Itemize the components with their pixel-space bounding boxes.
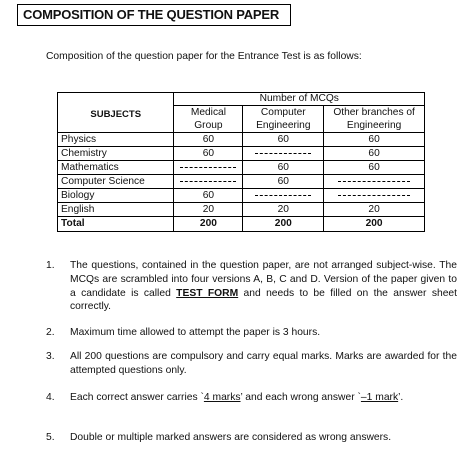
point-number: 5. — [46, 432, 55, 443]
medical-cell — [174, 161, 243, 175]
total-other: 200 — [324, 217, 425, 232]
point-number: 4. — [46, 392, 55, 403]
total-row — [58, 217, 425, 232]
table-row — [58, 203, 425, 217]
not-applicable-dash — [255, 195, 311, 196]
column-header-computer: Computer Engineering — [243, 106, 324, 133]
table-row — [58, 161, 425, 175]
point-number: 2. — [46, 327, 55, 338]
other-cell: 60 — [324, 147, 425, 161]
column-header-other: Other branches of Engineering — [324, 106, 425, 133]
not-applicable-dash — [338, 195, 410, 196]
other-cell — [324, 175, 425, 189]
intro-text: Composition of the question paper for the Entrance Test is as follows: — [46, 51, 362, 62]
subject-cell: English — [58, 203, 174, 217]
subject-cell: Chemistry — [58, 147, 174, 161]
computer-cell: 20 — [243, 203, 324, 217]
test-form-term: TEST FORM — [176, 287, 239, 299]
subject-cell: Physics — [58, 133, 174, 147]
not-applicable-dash — [180, 181, 236, 182]
computer-cell — [243, 189, 324, 203]
not-applicable-dash — [180, 167, 236, 168]
section-heading: COMPOSITION OF THE QUESTION PAPER — [17, 4, 291, 26]
not-applicable-dash — [255, 153, 311, 154]
computer-cell — [243, 147, 324, 161]
medical-cell — [174, 175, 243, 189]
computer-cell: 60 — [243, 161, 324, 175]
number-of-mcqs-header: Number of MCQs — [174, 93, 425, 106]
medical-cell: 60 — [174, 133, 243, 147]
point-text: All 200 questions are compulsory and carry equal marks. Marks are awarded for the attempted questions only. — [70, 351, 457, 376]
point-text: Double or multiple marked answers are considered as wrong answers. — [70, 432, 392, 443]
mcq-composition-table — [57, 92, 425, 232]
other-cell: 60 — [324, 133, 425, 147]
table-row — [58, 147, 425, 161]
table-row — [58, 175, 425, 189]
minus-one-mark-term: –1 mark — [360, 392, 399, 403]
four-marks-term: 4 marks — [203, 392, 241, 403]
other-cell: 20 — [324, 203, 425, 217]
point-number: 1. — [46, 260, 55, 271]
medical-cell: 60 — [174, 147, 243, 161]
subjects-header: SUBJECTS — [58, 93, 174, 133]
column-header-medical: Medical Group — [174, 106, 243, 133]
medical-cell: 20 — [174, 203, 243, 217]
subject-cell: Mathematics — [58, 161, 174, 175]
point-text: Maximum time allowed to attempt the paper is 3 hours. — [70, 327, 321, 338]
other-cell: 60 — [324, 161, 425, 175]
computer-cell: 60 — [243, 175, 324, 189]
table-row — [58, 189, 425, 203]
medical-cell: 60 — [174, 189, 243, 203]
total-medical: 200 — [174, 217, 243, 232]
total-computer: 200 — [243, 217, 324, 232]
table-body — [58, 133, 425, 217]
other-cell — [324, 189, 425, 203]
total-label: Total — [58, 217, 174, 232]
table-row — [58, 133, 425, 147]
subject-cell: Computer Science — [58, 175, 174, 189]
subject-cell: Biology — [58, 189, 174, 203]
point-text: Each correct answer carries `4 marks’ and each wrong answer `–1 mark’. — [70, 392, 404, 403]
not-applicable-dash — [338, 181, 410, 182]
point-number: 3. — [46, 351, 55, 362]
point-text: The questions, contained in the question paper, are not arranged subject-wise. The MCQs are scrambled into four versions A, B, C and D. Version of the paper given to a candidate is called TEST FORM and needs to be filled on the answer sheet correctly. — [70, 260, 458, 313]
computer-cell: 60 — [243, 133, 324, 147]
